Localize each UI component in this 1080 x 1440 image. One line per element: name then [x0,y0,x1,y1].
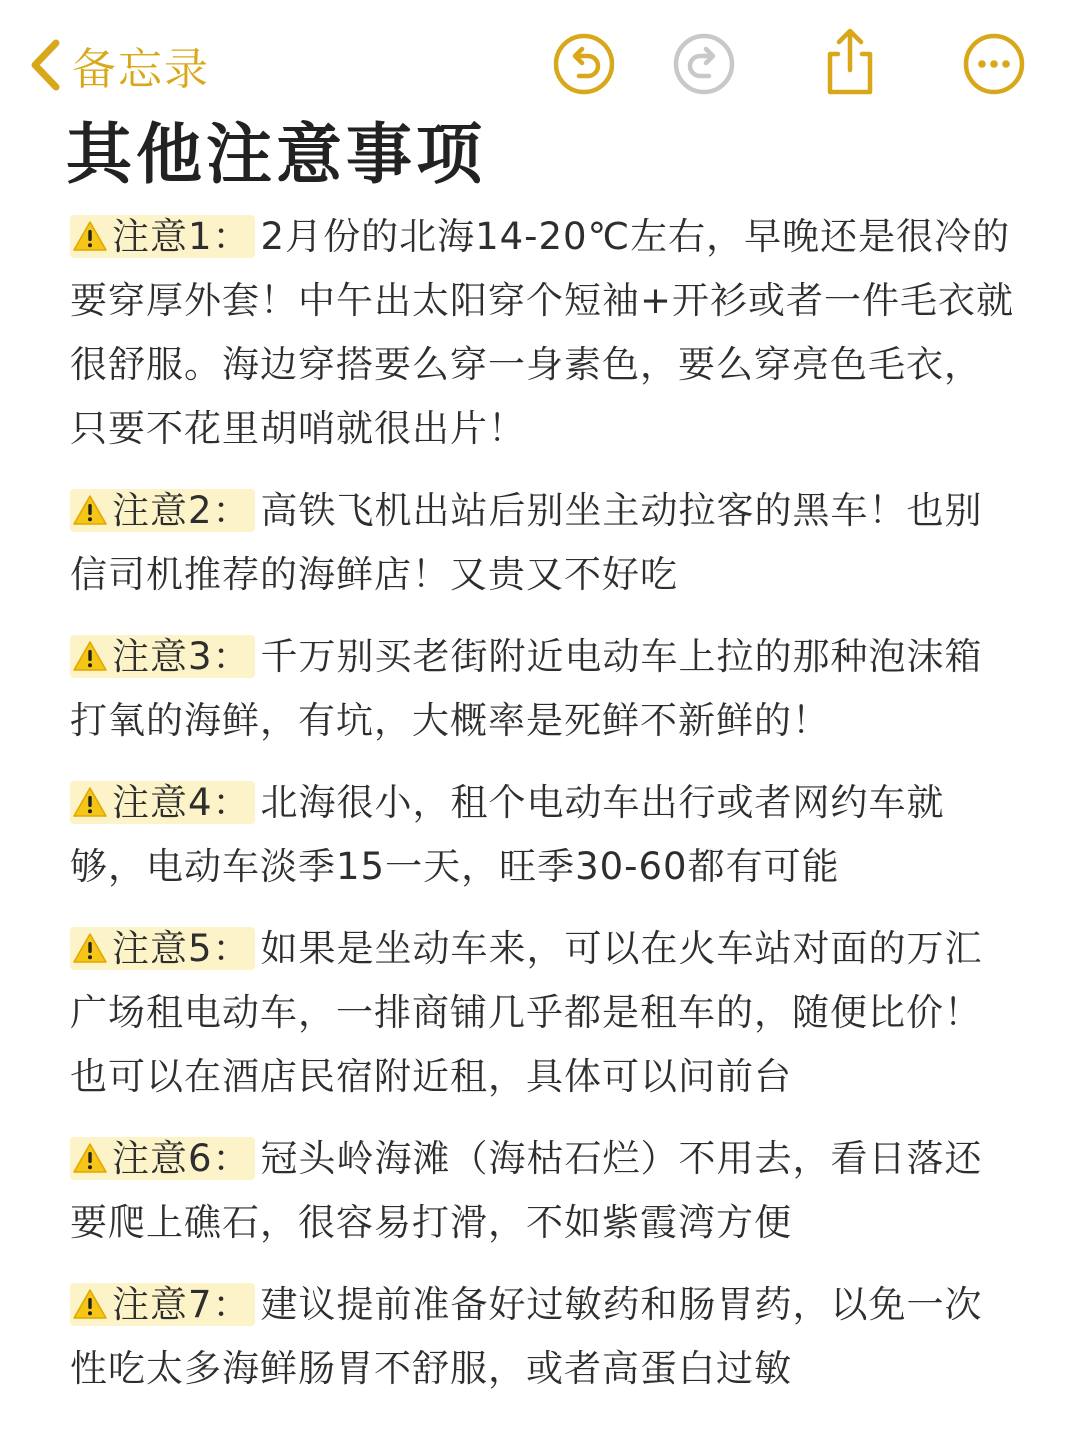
undo-icon [552,32,616,96]
note-tag [70,635,255,678]
more-icon [962,32,1026,96]
note-title[interactable]: 其他注意事项 [66,116,486,193]
warning-icon [72,786,108,818]
warning-icon [72,1142,108,1174]
note-paragraph-7 [70,1273,1015,1401]
note-text: 冠头岭海滩（海枯石烂）不用去，看日落还要爬上礁石，很容易打滑，不如紫霞湾方便 [70,1137,983,1244]
back-button[interactable] [28,30,210,100]
note-text: 2月份的北海14-20℃左右，早晚还是很冷的要穿厚外套！中午出太阳穿个短袖+开衫或者一件毛衣就很舒服。海边穿搭要么穿一身素色，要么穿亮色毛衣，只要不花里胡哨就很出片！ [70,215,1015,450]
note-body[interactable] [70,205,1015,1419]
note-paragraph-5 [70,917,1015,1109]
note-text: 北海很小，租个电动车出行或者网约车就够，电动车淡季15一天，旺季30-60都有可能 [70,781,945,888]
share-button[interactable] [818,26,882,90]
note-paragraph-2 [70,479,1015,607]
note-text: 建议提前准备好过敏药和肠胃药，以免一次性吃太多海鲜肠胃不舒服，或者高蛋白过敏 [70,1283,983,1390]
note-label: 注意7： [112,1283,251,1326]
warning-icon [72,494,108,526]
note-tag [70,1137,255,1180]
note-paragraph-6 [70,1127,1015,1255]
note-tag [70,781,255,824]
note-label: 注意2： [112,489,251,532]
note-text: 千万别买老街附近电动车上拉的那种泡沫箱打氧的海鲜，有坑，大概率是死鲜不新鲜的！ [70,635,983,742]
note-tag [70,215,255,258]
toolbar [0,0,1080,120]
note-label: 注意3： [112,635,251,678]
share-icon [818,26,882,98]
note-tag [70,489,255,532]
redo-button[interactable] [672,32,736,96]
back-label: 备忘录 [72,44,210,95]
note-tag [70,1283,255,1326]
warning-icon [72,640,108,672]
note-paragraph-3 [70,625,1015,753]
note-label: 注意1： [112,215,251,258]
warning-icon [72,932,108,964]
redo-icon [672,32,736,96]
note-label: 注意4： [112,781,251,824]
warning-icon [72,220,108,252]
chevron-left-icon [28,38,62,92]
note-label: 注意5： [112,927,251,970]
more-button[interactable] [962,32,1026,96]
note-text: 高铁飞机出站后别坐主动拉客的黑车！也别信司机推荐的海鲜店！又贵又不好吃 [70,489,983,596]
undo-button[interactable] [552,32,616,96]
note-paragraph-1 [70,205,1015,461]
note-paragraph-4 [70,771,1015,899]
note-text: 如果是坐动车来，可以在火车站对面的万汇广场租电动车，一排商铺几乎都是租车的，随便比价！也可以在酒店民宿附近租，具体可以问前台 [70,927,983,1098]
note-label: 注意6： [112,1137,251,1180]
note-tag [70,927,255,970]
warning-icon [72,1288,108,1320]
